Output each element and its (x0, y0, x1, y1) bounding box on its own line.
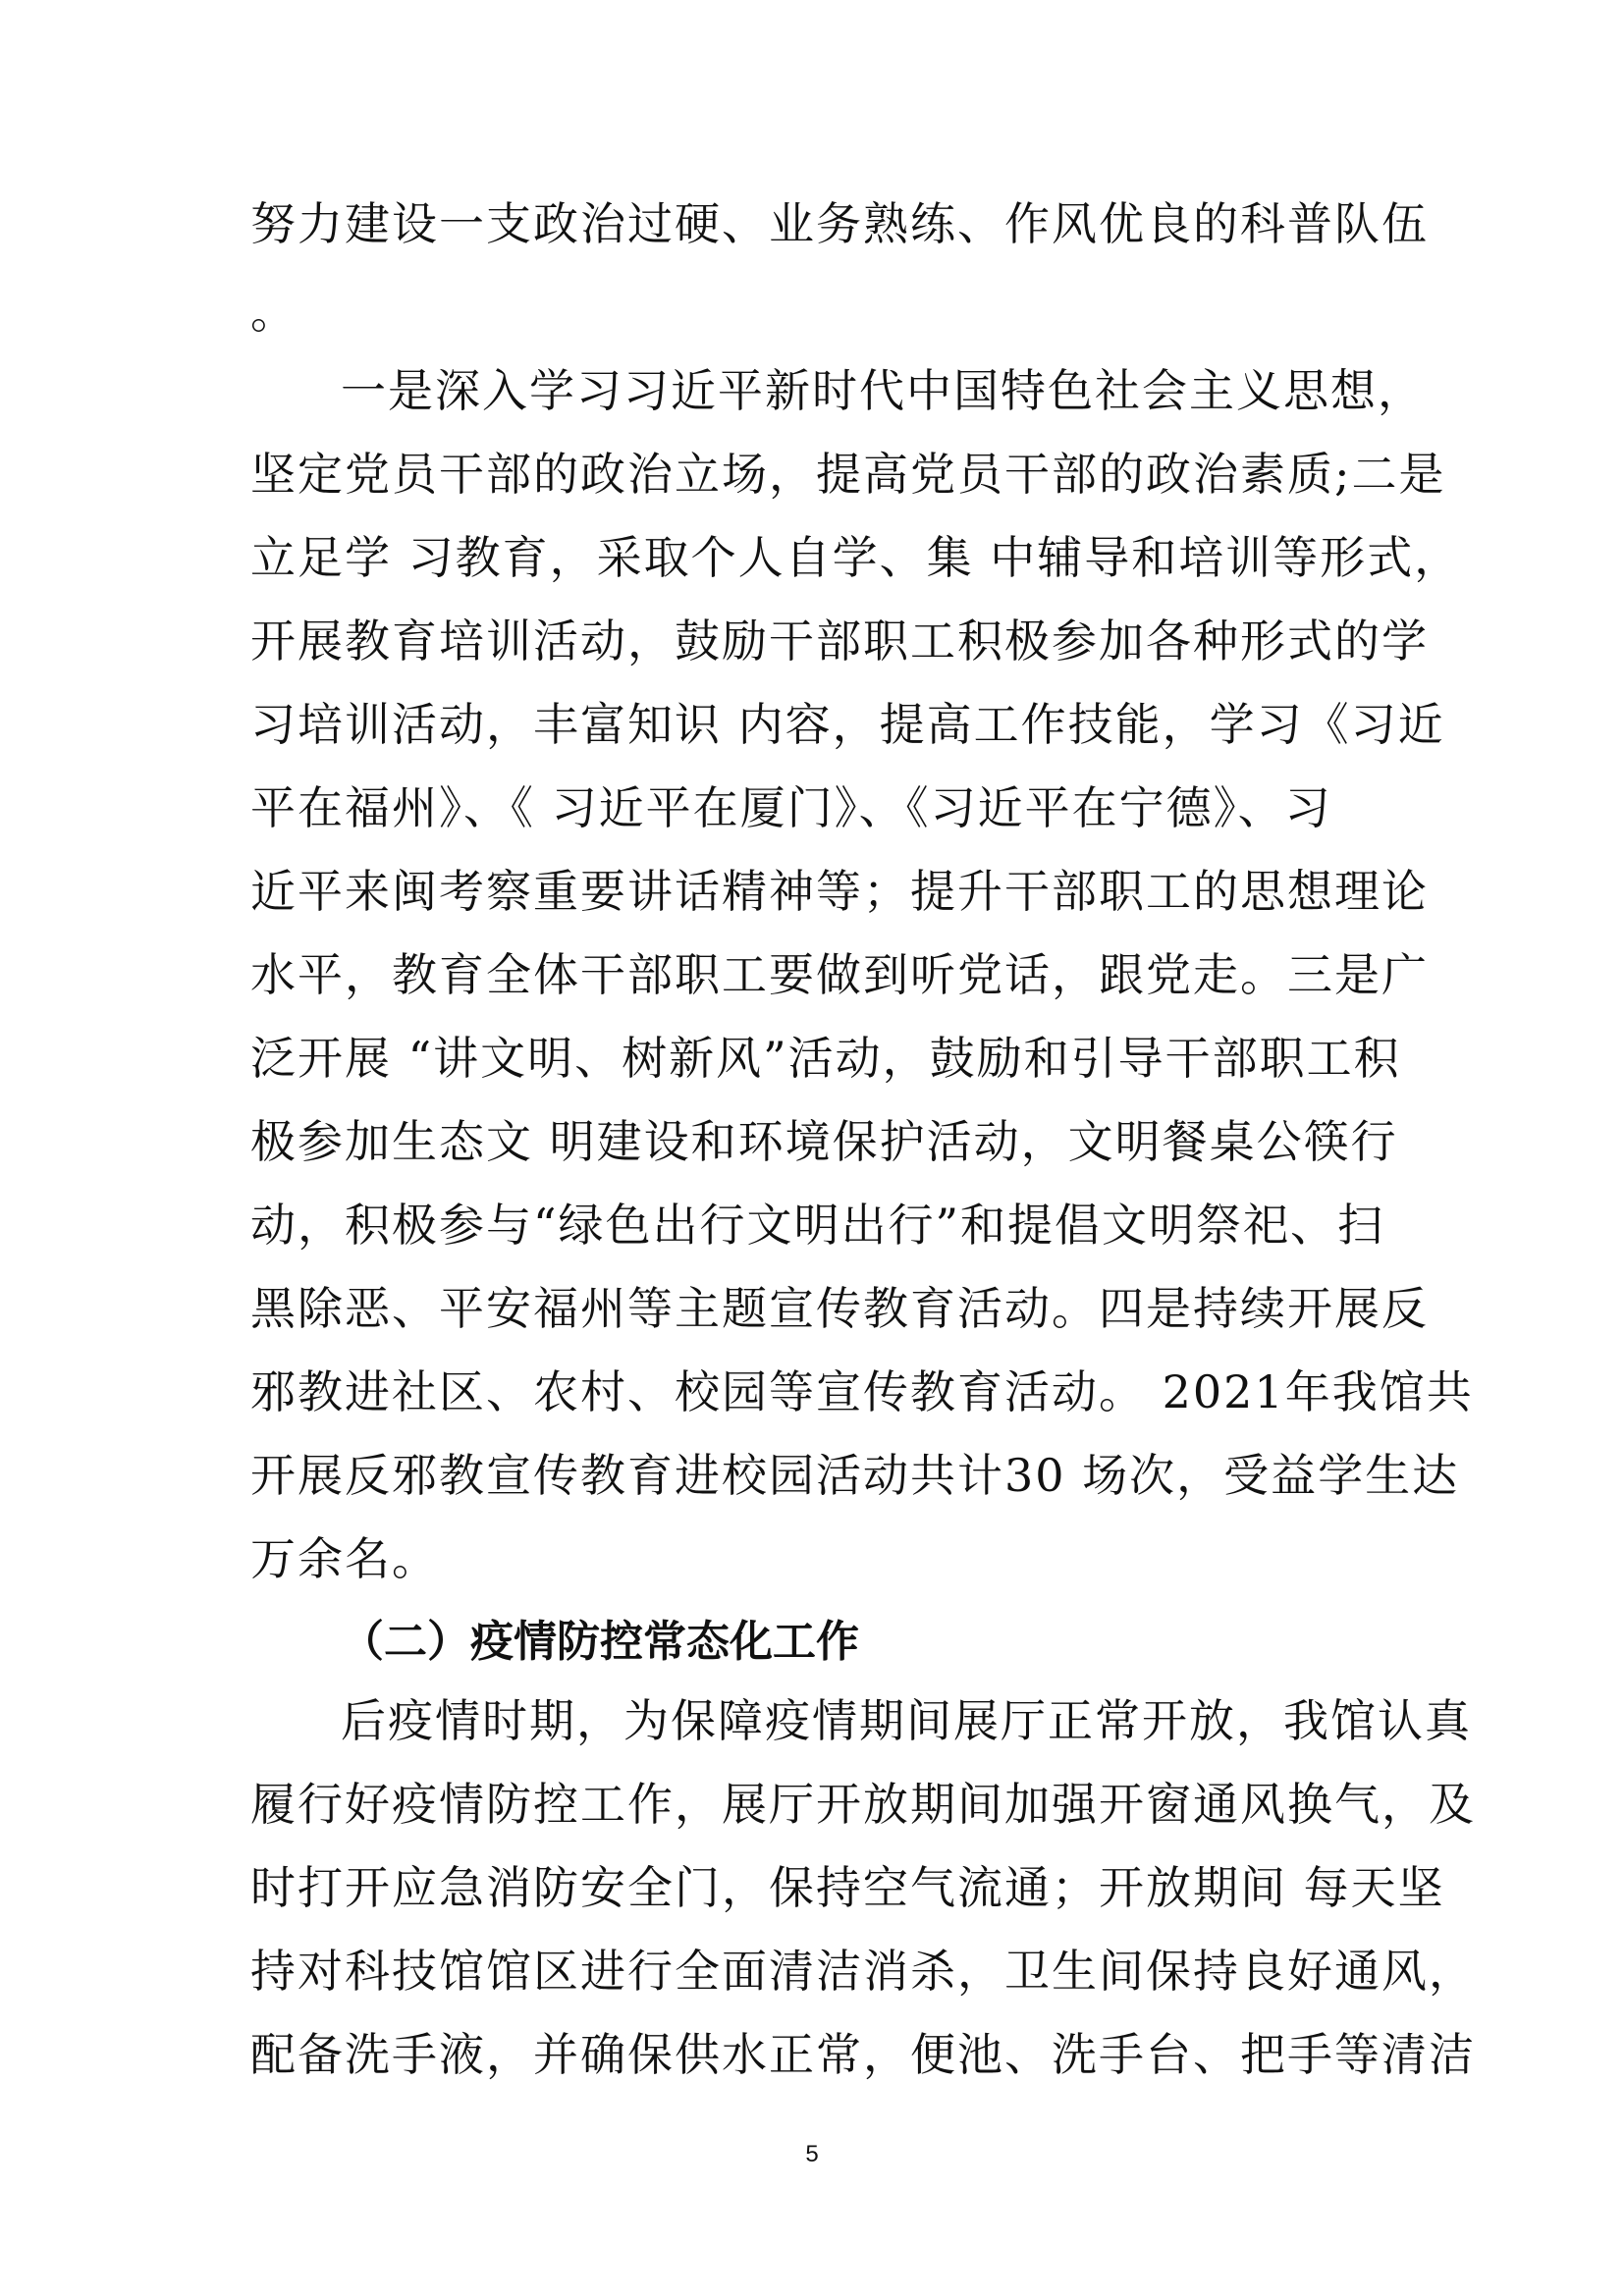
paragraph-line: 邪教进社区、农村、校园等宣传教育活动。 2021年我馆共 (250, 1365, 1474, 1418)
paragraph-line: 持对科技馆馆区进行全面清洁消杀，卫生间保持良好通风， (250, 1945, 1476, 1998)
paragraph-line: 极参加生态文 明建设和环境保护活动，文明餐桌公筷行 (250, 1115, 1398, 1168)
paragraph-line: 配备洗手液，并确保供水正常，便池、洗手台、把手等清洁 (250, 2028, 1476, 2081)
paragraph-line: 黑除恶、平安福州等主题宣传教育活动。四是持续开展反 (250, 1282, 1429, 1335)
paragraph-line: 平在福州》、《 习近平在厦门》、《习近平在宁德》、习 (250, 781, 1332, 834)
paragraph-line: 动，积极参与“绿色出行文明出行”和提倡文明祭祀、扫 (250, 1199, 1385, 1252)
paragraph-line: 万余名。 (250, 1532, 439, 1585)
paragraph-line: 立足学 习教育，采取个人自学、集 中辅导和培训等形式， (250, 531, 1462, 584)
paragraph-line: 习培训活动，丰富知识 内容，提高工作技能，学习《习近 (250, 698, 1445, 751)
paragraph-line: 坚定党员干部的政治立场，提高党员干部的政治素质;二是 (250, 448, 1446, 501)
paragraph-line: 时打开应急消防安全门，保持空气流通；开放期间 每天坚 (250, 1861, 1445, 1914)
paragraph-line: 水平，教育全体干部职工要做到听党话，跟党走。三是广 (250, 948, 1429, 1001)
paragraph-line: 履行好疫情防控工作，展厅开放期间加强开窗通风换气，及 (250, 1778, 1476, 1831)
paragraph-line: 开展教育培训活动，鼓励干部职工积极参加各种形式的学 (250, 614, 1429, 667)
paragraph-line: 泛开展 “讲文明、树新风”活动，鼓励和引导干部职工积 (250, 1032, 1401, 1085)
paragraph-line: 开展反邪教宣传教育进校园活动共计30 场次，受益学生达 (250, 1449, 1460, 1502)
paragraph-line: 努力建设一支政治过硬、业务熟练、作风优良的科普队伍 (250, 197, 1429, 250)
paragraph-line: 近平来闽考察重要讲话精神等；提升干部职工的思想理论 (250, 865, 1429, 918)
paragraph-line: 一是深入学习习近平新时代中国特色社会主义思想， (341, 364, 1425, 417)
section-heading: （二）疫情防控常态化工作 (341, 1617, 859, 1667)
page-number: 5 (805, 2141, 819, 2167)
paragraph-line: 后疫情时期，为保障疫情期间展厅正常开放，我馆认真 (341, 1694, 1472, 1747)
paragraph-line: 。 (250, 286, 298, 339)
